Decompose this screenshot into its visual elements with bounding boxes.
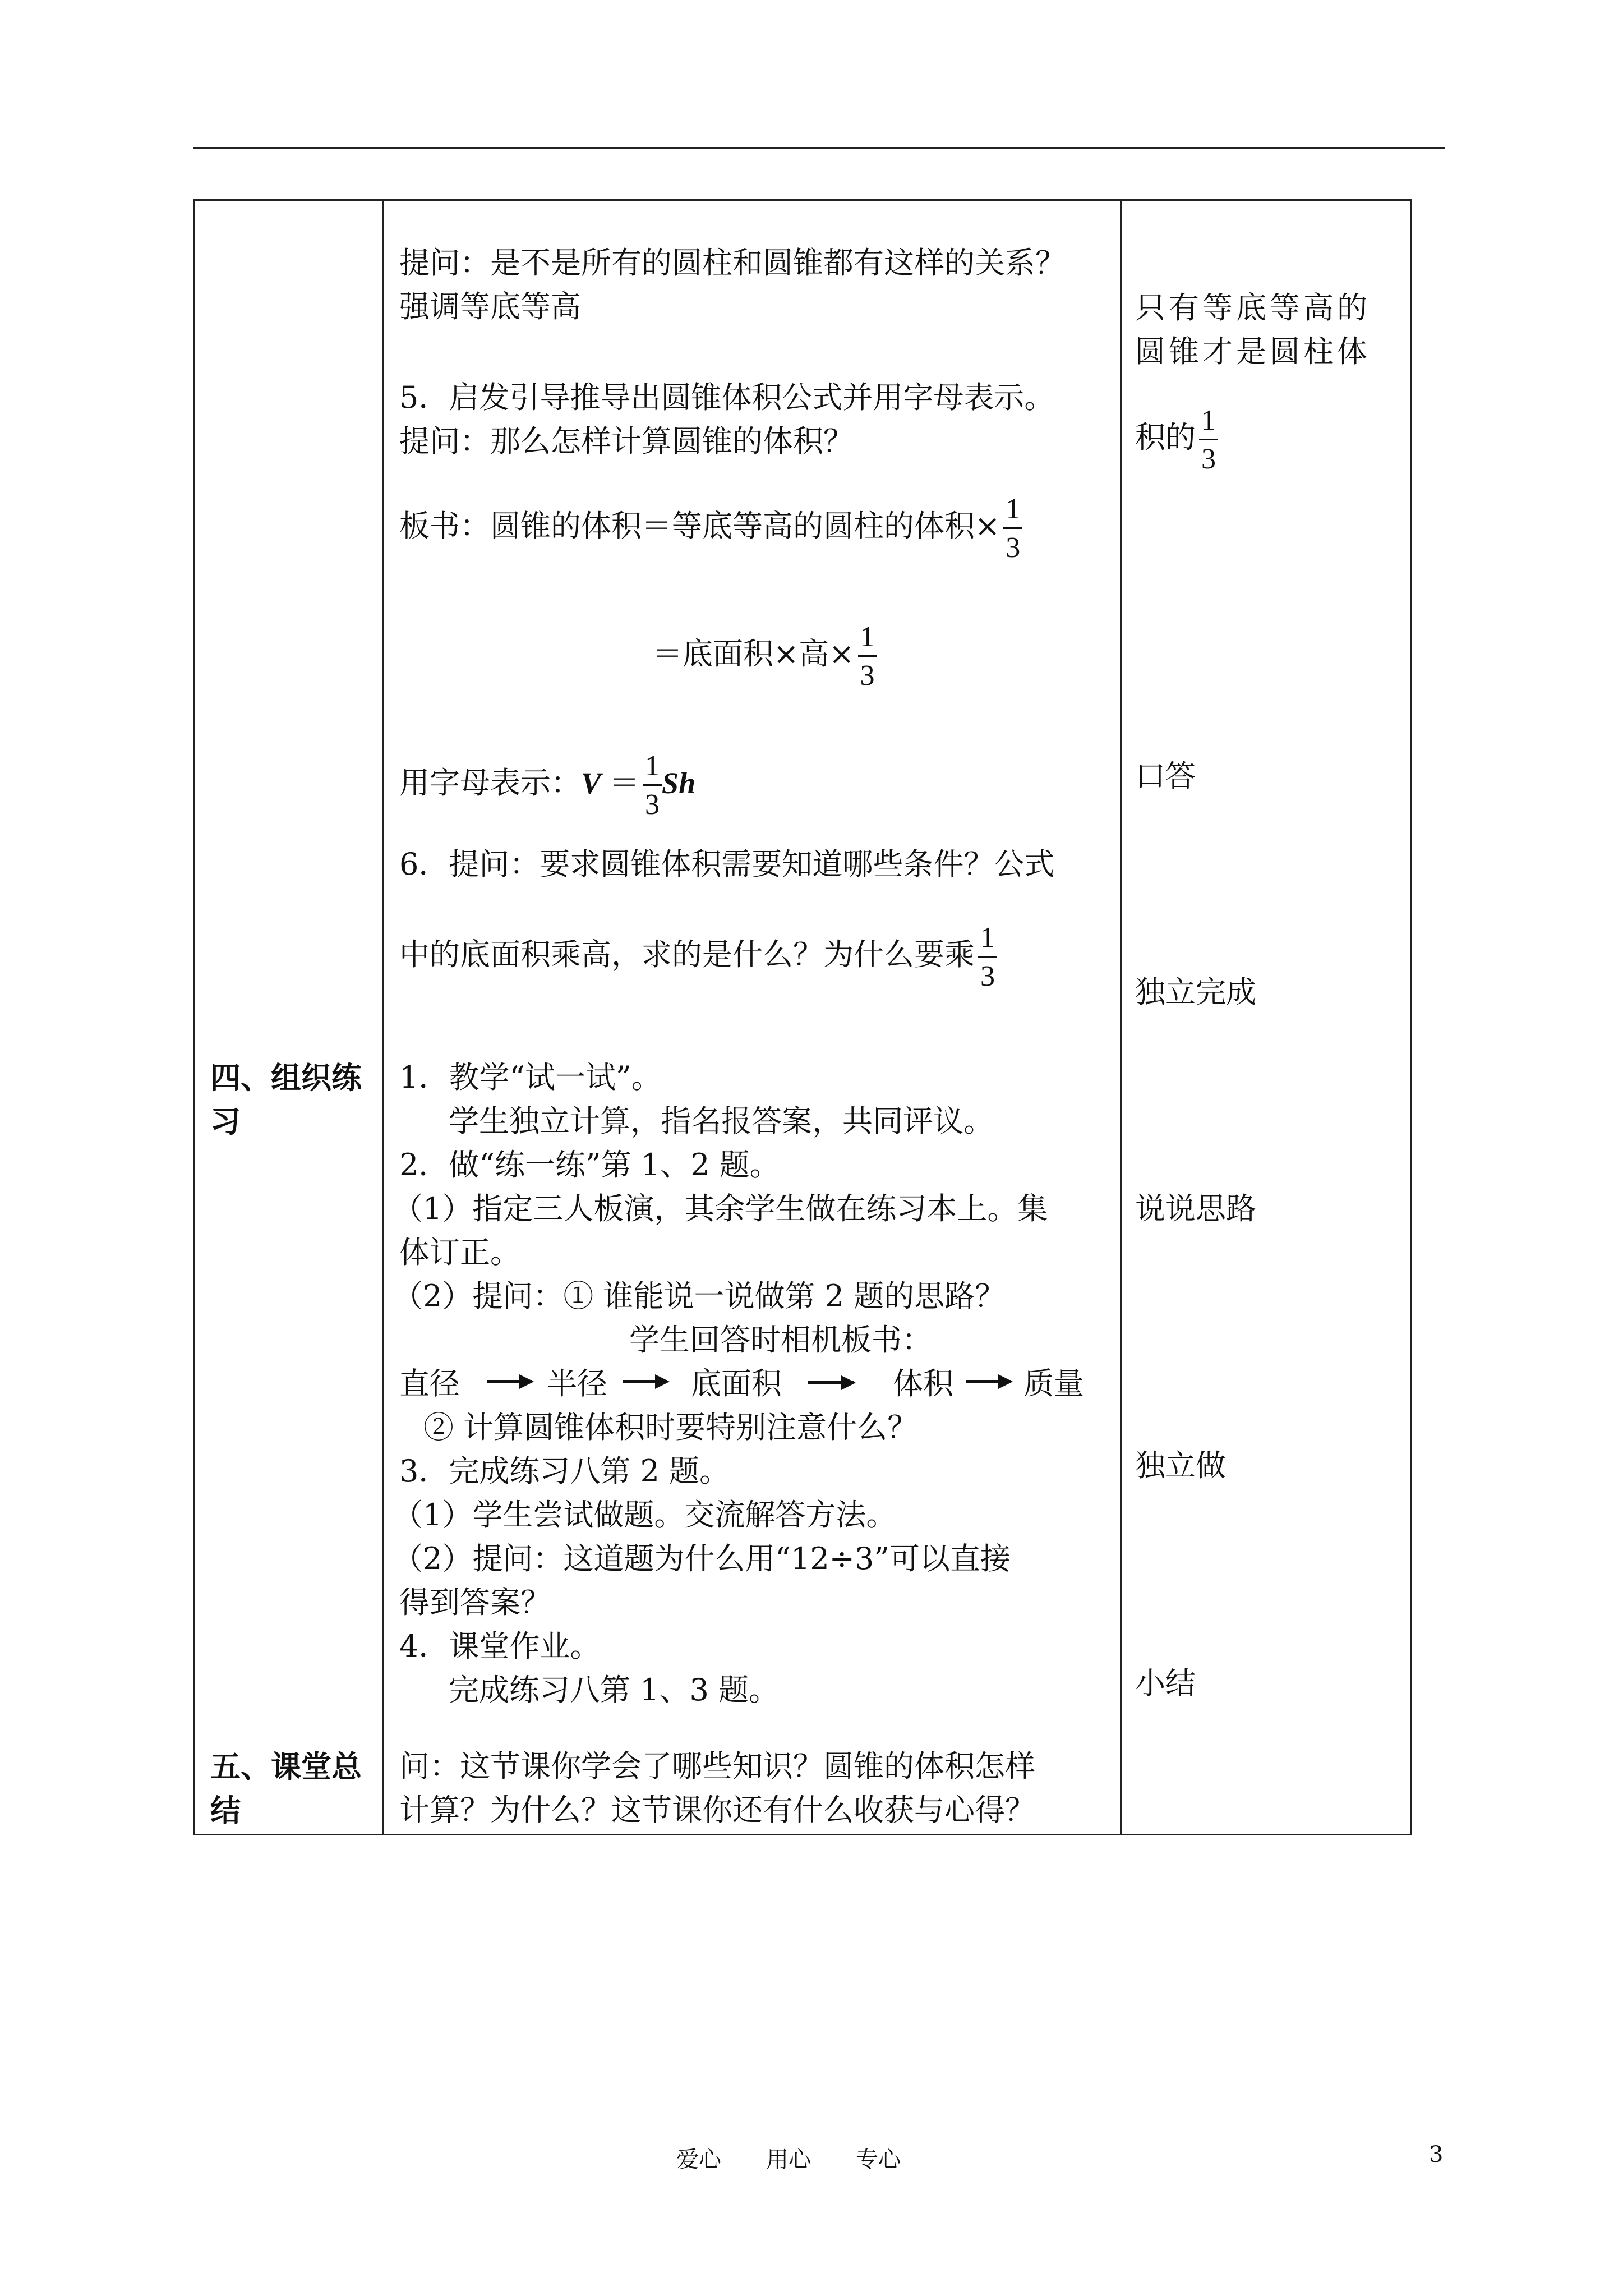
table-left-border xyxy=(193,199,195,1835)
fraction-numerator: 1 xyxy=(978,923,997,958)
table-top-border xyxy=(193,199,1412,201)
practice-4-detail: 完成练习八第 1、3 题。 xyxy=(449,1672,780,1708)
practice-4: 4．课堂作业。 xyxy=(399,1628,601,1664)
arrow-right-icon xyxy=(623,1380,667,1383)
table-right-border xyxy=(1410,199,1412,1835)
step-6-question-text: 中的底面积乘高，求的是什么？为什么要乘 xyxy=(399,937,975,972)
step-6-question-cont xyxy=(399,915,997,994)
note-do-independently: 独立做 xyxy=(1135,1448,1226,1483)
fraction-numerator: 1 xyxy=(1199,406,1218,440)
note-cone-is-cylinder: 圆锥才是圆柱体 xyxy=(1135,334,1371,369)
board-writing-line1 xyxy=(399,487,1022,565)
fraction-numerator: 1 xyxy=(643,752,662,786)
fraction-one-third xyxy=(643,749,662,821)
table-col-divider-1 xyxy=(382,199,384,1835)
fraction-denominator: 3 xyxy=(980,960,995,992)
chain-mass: 质量 xyxy=(1023,1366,1084,1401)
practice-2-item-2b: ② 计算圆锥体积时要特别注意什么？ xyxy=(423,1410,918,1445)
practice-2-item-2: （2）提问：① 谁能说一说做第 2 题的思路？ xyxy=(393,1278,1006,1314)
practice-3-item-1: （1）学生尝试做题。交流解答方法。 xyxy=(393,1497,897,1533)
section-4-label-line2: 习 xyxy=(210,1103,241,1139)
step-6-question: 6．提问：要求圆锥体积需要知道哪些条件？公式 xyxy=(399,846,1055,882)
practice-2-item-1: （1）指定三人板演，其余学生做在练习本上。集 xyxy=(393,1191,1048,1226)
note-oral-answer: 口答 xyxy=(1135,758,1196,794)
practice-2: 2．做“练一练”第 1、2 题。 xyxy=(399,1147,780,1182)
note-one-third-text: 积的 xyxy=(1135,420,1196,455)
practice-3: 3．完成练习八第 2 题。 xyxy=(399,1453,730,1489)
chain-volume: 体积 xyxy=(893,1366,953,1401)
chain-radius: 半径 xyxy=(547,1366,607,1401)
note-explain-thinking: 说说思路 xyxy=(1135,1191,1256,1226)
note-independent: 独立完成 xyxy=(1135,974,1256,1010)
fraction-numerator: 1 xyxy=(858,623,877,657)
practice-1-detail: 学生独立计算，指名报答案，共同评议。 xyxy=(449,1103,994,1139)
fraction-one-third xyxy=(1003,495,1022,563)
arrow-right-icon xyxy=(808,1381,854,1384)
table-bottom-border xyxy=(193,1834,1412,1835)
fraction-denominator: 3 xyxy=(860,659,875,692)
summary-question-1: 问：这节课你学会了哪些知识？圆锥的体积怎样 xyxy=(399,1749,1035,1784)
footer-slogan: 爱心 用心 专心 xyxy=(676,2147,901,2173)
practice-2-item-1-cont: 体订正。 xyxy=(399,1235,520,1270)
arrow-right-icon xyxy=(966,1380,1011,1383)
page-number: 3 xyxy=(1429,2142,1444,2168)
question-all-cones: 提问：是不是所有的圆柱和圆锥都有这样的关系？ xyxy=(399,245,1066,280)
note-same-base-height: 只有等底等高的 xyxy=(1135,290,1371,325)
fraction-denominator: 3 xyxy=(645,788,660,821)
emphasis-same-base-height: 强调等底等高 xyxy=(399,289,581,324)
header-rule xyxy=(193,147,1445,149)
section-5-label-line2: 结 xyxy=(210,1792,241,1828)
fraction-one-third xyxy=(858,620,877,692)
table-col-divider-2 xyxy=(1120,199,1122,1835)
note-one-third xyxy=(1135,398,1218,477)
fraction-one-third xyxy=(1199,406,1218,474)
practice-1: 1．教学“试一试”。 xyxy=(399,1060,662,1095)
question-cone-volume: 提问：那么怎样计算圆锥的体积？ xyxy=(399,424,854,459)
letter-formula-label: 用字母表示： xyxy=(399,765,581,800)
arrow-right-icon xyxy=(487,1380,532,1383)
formula-equals: ＝ xyxy=(609,765,640,800)
chain-diameter: 直径 xyxy=(399,1366,460,1401)
fraction-denominator: 3 xyxy=(1201,443,1216,475)
chain-base-area: 底面积 xyxy=(691,1366,782,1401)
section-4-label-line1: 四、组织练 xyxy=(210,1060,362,1096)
fraction-one-third xyxy=(978,923,997,991)
letter-formula-line xyxy=(399,744,695,822)
formula-sh: Sh xyxy=(662,766,696,800)
section-5-label-line1: 五、课堂总 xyxy=(210,1749,362,1784)
board-writing-note: 学生回答时相机板书： xyxy=(629,1322,932,1358)
board-writing-text-2: ＝底面积×高× xyxy=(652,636,855,671)
practice-3-item-2-cont: 得到答案？ xyxy=(399,1585,551,1620)
fraction-numerator: 1 xyxy=(1003,495,1022,529)
board-writing-line2 xyxy=(652,615,877,693)
fraction-denominator: 3 xyxy=(1006,531,1021,564)
formula-v: V xyxy=(581,766,602,800)
note-summary: 小结 xyxy=(1135,1665,1196,1701)
practice-3-item-2: （2）提问：这道题为什么用“12÷3”可以直接 xyxy=(393,1541,1011,1576)
step-5-derive-formula: 5．启发引导推导出圆锥体积公式并用字母表示。 xyxy=(399,380,1055,415)
summary-question-2: 计算？为什么？这节课你还有什么收获与心得？ xyxy=(399,1792,1035,1828)
board-writing-text: 板书：圆锥的体积＝等底等高的圆柱的体积× xyxy=(399,508,1000,544)
